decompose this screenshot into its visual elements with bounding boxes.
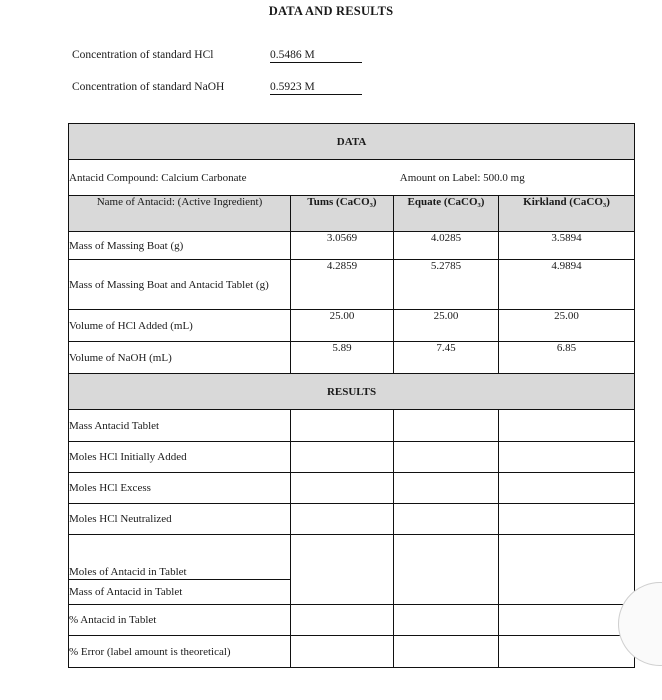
table-row	[69, 636, 635, 668]
row-label: Volume of HCl Added (mL)	[69, 310, 291, 342]
tums-value: 25.00	[291, 310, 394, 342]
tums-result-cell	[291, 636, 394, 668]
equate-value: 25.00	[394, 310, 499, 342]
equate-result-cell	[394, 442, 499, 473]
results-band-title: RESULTS	[69, 374, 635, 410]
tums-column-header: Tums (CaCO₃)	[291, 196, 394, 232]
row-label: Mass of Massing Boat (g)	[69, 232, 291, 260]
tums-result-cell	[291, 504, 394, 535]
kirkland-result-cell	[499, 605, 635, 636]
row-label: Mass of Massing Boat and Antacid Tablet (g)	[69, 260, 291, 310]
equate-value: 7.45	[394, 342, 499, 374]
kirkland-result-cell	[499, 636, 635, 668]
table-row	[69, 260, 635, 310]
kirkland-result-cell	[499, 442, 635, 473]
hcl-concentration-value: 0.5486 M	[270, 49, 362, 63]
kirkland-result-cell	[499, 504, 635, 535]
kirkland-result-cell	[499, 410, 635, 442]
kirkland-value: 6.85	[499, 342, 635, 374]
table-row	[69, 232, 635, 260]
data-results-table	[68, 123, 635, 668]
row-label: Volume of NaOH (mL)	[69, 342, 291, 374]
equate-column-header: Equate (CaCO₃)	[394, 196, 499, 232]
compound-label: Antacid Compound: Calcium Carbonate	[69, 160, 291, 196]
tums-result-cell	[291, 605, 394, 636]
equate-value: 4.0285	[394, 232, 499, 260]
tums-result-cell	[291, 410, 394, 442]
kirkland-value: 3.5894	[499, 232, 635, 260]
row-label: Mass Antacid Tablet	[69, 410, 291, 442]
hcl-concentration-label: Concentration of standard HCl	[72, 49, 214, 61]
equate-result-cell	[394, 605, 499, 636]
equate-result-cell	[394, 410, 499, 442]
table-row	[69, 342, 635, 374]
row-label: Moles HCl Neutralized	[69, 504, 291, 535]
naoh-concentration-label: Concentration of standard NaOH	[72, 81, 225, 93]
row-label: Mass of Antacid in Tablet	[69, 580, 291, 605]
table-row	[69, 473, 635, 504]
kirkland-value: 4.9894	[499, 260, 635, 310]
kirkland-result-cell	[499, 473, 635, 504]
tums-value: 4.2859	[291, 260, 394, 310]
table-row	[69, 535, 635, 580]
kirkland-result-cell	[499, 535, 635, 605]
data-band-title: DATA	[69, 124, 635, 160]
row-label: Moles HCl Excess	[69, 473, 291, 504]
equate-result-cell	[394, 535, 499, 605]
table-row	[69, 310, 635, 342]
row-label: % Error (label amount is theoretical)	[69, 636, 291, 668]
table-row	[69, 410, 635, 442]
tums-result-cell	[291, 442, 394, 473]
table-row	[69, 605, 635, 636]
page-title: DATA AND RESULTS	[268, 4, 394, 18]
row-label: Moles HCl Initially Added	[69, 442, 291, 473]
antacid-name-header: Name of Antacid: (Active Ingredient)	[69, 196, 291, 232]
label-amount: Amount on Label: 500.0 mg	[291, 160, 635, 196]
equate-value: 5.2785	[394, 260, 499, 310]
equate-result-cell	[394, 504, 499, 535]
naoh-concentration-value: 0.5923 M	[270, 81, 362, 95]
table-row	[69, 504, 635, 535]
tums-value: 5.89	[291, 342, 394, 374]
equate-result-cell	[394, 636, 499, 668]
tums-value: 3.0569	[291, 232, 394, 260]
kirkland-column-header: Kirkland (CaCO₃)	[499, 196, 635, 232]
kirkland-value: 25.00	[499, 310, 635, 342]
row-label: Moles of Antacid in Tablet	[69, 535, 291, 580]
table-row	[69, 442, 635, 473]
tums-result-cell	[291, 535, 394, 605]
row-label: % Antacid in Tablet	[69, 605, 291, 636]
tums-result-cell	[291, 473, 394, 504]
equate-result-cell	[394, 473, 499, 504]
